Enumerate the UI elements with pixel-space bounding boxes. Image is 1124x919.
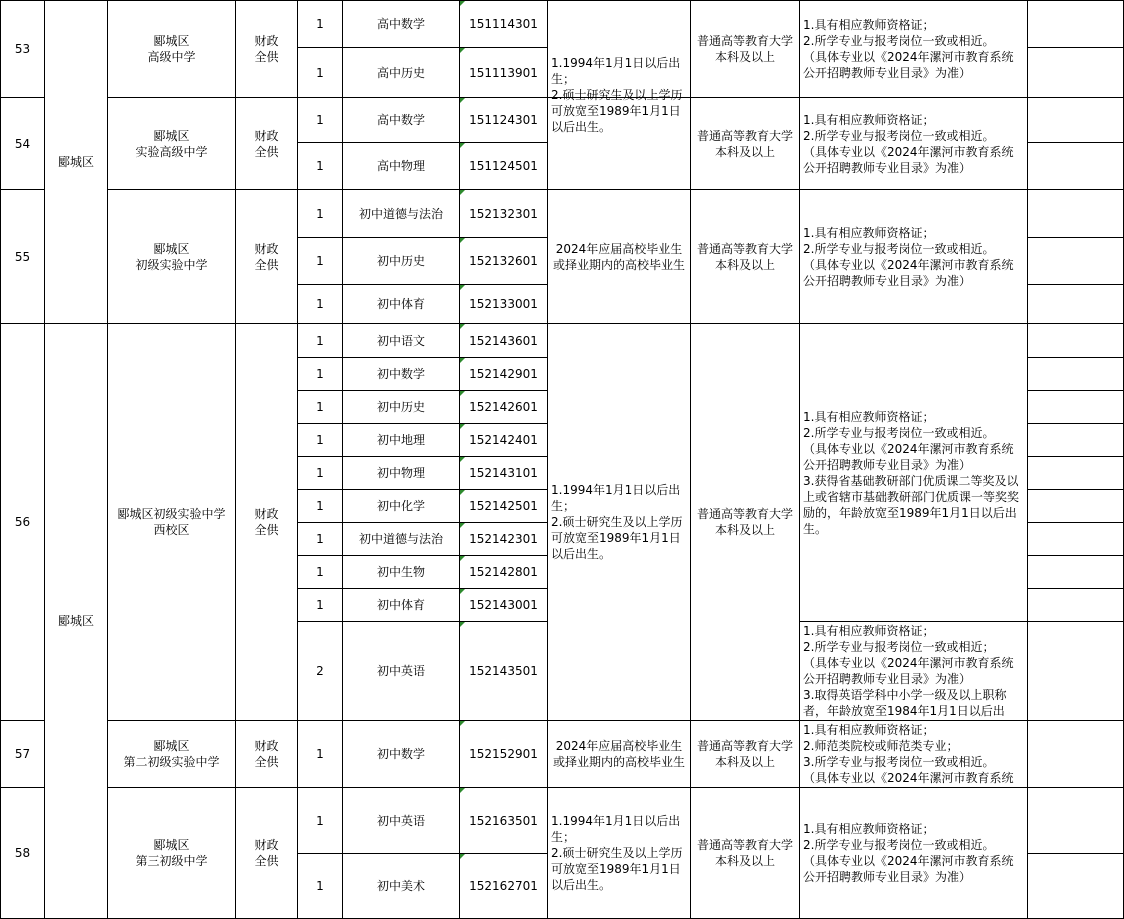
headcount-cell: 1: [316, 297, 324, 311]
grid-line: [1027, 0, 1028, 919]
school-cell: 郾城区 高级中学: [147, 34, 196, 64]
cell-marker-icon: [460, 238, 465, 243]
subject-cell: 初中道德与法治: [358, 532, 443, 546]
post-code-cell: 152142401: [469, 433, 538, 447]
school-cell: 郾城区 实验高级中学: [135, 128, 208, 159]
cell-marker-icon: [460, 457, 465, 462]
headcount-cell: 1: [316, 400, 324, 414]
grid-line: [1027, 189, 1124, 190]
post-code-cell: 152162701: [469, 879, 538, 893]
grid-line: [1027, 284, 1124, 285]
post-code-cell: 152132301: [469, 206, 538, 221]
age-requirement-cell: 1.1994年1月1日以后出生； 2.硕士研究生及以上学历可放宽至1989年1月1日以后出生。: [551, 814, 683, 892]
headcount-cell: 1: [316, 879, 324, 893]
conditions-cell: 1.具有相应教师资格证； 2.所学专业与报考岗位一致或相近。 （具体专业以《2024年漯河市教育系统公开招聘教师专业目录》为准）: [803, 822, 1014, 884]
seq-cell: 55: [14, 249, 31, 264]
grid-line: [1027, 555, 1124, 556]
subject-cell: 初中物理: [376, 466, 425, 480]
cell-marker-icon: [460, 523, 465, 528]
cell-marker-icon: [460, 721, 465, 726]
grid-line: [1027, 456, 1124, 457]
post-code-cell: 152152901: [469, 747, 538, 761]
district-cell: 郾城区: [57, 614, 94, 628]
post-code-cell: 152133001: [469, 297, 538, 311]
funding-cell: 财政 全供: [254, 739, 279, 769]
cell-marker-icon: [460, 622, 465, 627]
headcount-cell: 1: [316, 747, 324, 761]
seq-cell: 58: [14, 846, 31, 860]
seq-cell: 57: [14, 747, 31, 761]
post-code-cell: 152142601: [469, 400, 538, 414]
subject-cell: 初中数学: [376, 367, 425, 381]
conditions-cell: 1.具有相应教师资格证； 2.所学专业与报考岗位一致或相近。 （具体专业以《2024年漯河市教育系统公开招聘教师专业目录》为准） 3.获得省基础教研部门优质课二等奖及以上或省辖市基础教研部门优质课一等奖奖励的，年龄放宽至1989年1月1日以后出生。: [803, 409, 1020, 536]
conditions-cell: 1.具有相应教师资格证； 2.所学专业与报考岗位一致或相近； （具体专业以《2024年漯河市教育系统公开招聘教师专业目录》为准） 3.取得英语学科中小学一级及以上职称者，年龄放宽至1984年1月1日以后出: [803, 624, 1014, 718]
headcount-cell: 1: [316, 813, 324, 828]
grid-line: [1027, 47, 1124, 48]
headcount-cell: 1: [316, 499, 324, 513]
subject-cell: 初中地理: [376, 433, 425, 447]
headcount-cell: 1: [316, 333, 324, 348]
education-cell: 普通高等教育大学本科及以上: [696, 241, 793, 272]
headcount-cell: 1: [316, 367, 324, 381]
grid-line: [1027, 588, 1124, 589]
education-cell: 普通高等教育大学本科及以上: [696, 838, 793, 868]
school-cell: 郾城区 初级实验中学: [135, 241, 208, 272]
education-cell: 普通高等教育大学本科及以上: [696, 128, 793, 159]
cell-marker-icon: [460, 854, 465, 859]
post-code-cell: 152142801: [469, 565, 538, 579]
cell-marker-icon: [460, 358, 465, 363]
school-cell: 郾城区 第二初级实验中学: [123, 739, 220, 769]
funding-cell: 财政 全供: [254, 34, 279, 64]
headcount-cell: 1: [316, 17, 324, 31]
seq-cell: 54: [14, 136, 31, 151]
grid-line: [1027, 323, 1124, 324]
subject-cell: 初中英语: [376, 813, 425, 828]
school-cell: 郾城区初级实验中学 西校区: [117, 507, 226, 537]
headcount-cell: 1: [316, 113, 324, 127]
headcount-cell: 1: [316, 159, 324, 173]
grid-line: [1027, 237, 1124, 238]
post-code-cell: 152143001: [469, 598, 538, 612]
grid-line: [1027, 390, 1124, 391]
headcount-cell: 1: [316, 254, 324, 268]
age-requirement-cell: 1.1994年1月1日以后出生； 2.硕士研究生及以上学历可放宽至1989年1月1日以后出生。: [551, 56, 683, 134]
post-code-cell: 152143101: [469, 466, 538, 480]
conditions-cell: 1.具有相应教师资格证； 2.师范类院校或师范类专业； 3.所学专业与报考岗位一致或相近。 （具体专业以《2024年漯河市教育系统: [803, 723, 1014, 785]
grid-line: [1027, 97, 1124, 98]
post-code-cell: 152163501: [469, 813, 538, 828]
grid-line: [1027, 357, 1124, 358]
cell-marker-icon: [460, 556, 465, 561]
headcount-cell: 1: [316, 565, 324, 579]
subject-cell: 初中英语: [376, 664, 425, 678]
cell-marker-icon: [460, 324, 465, 329]
conditions-cell: 1.具有相应教师资格证； 2.所学专业与报考岗位一致或相近。 （具体专业以《2024年漯河市教育系统公开招聘教师专业目录》为准）: [803, 225, 1014, 288]
age-requirement-cell: 1.1994年1月1日以后出生； 2.硕士研究生及以上学历可放宽至1989年1月1日以后出生。: [551, 483, 683, 561]
conditions-cell: 1.具有相应教师资格证； 2.所学专业与报考岗位一致或相近。 （具体专业以《2024年漯河市教育系统公开招聘教师专业目录》为准）: [803, 112, 1014, 175]
post-code-cell: 152143501: [469, 664, 538, 678]
headcount-cell: 1: [316, 433, 324, 447]
headcount-cell: 1: [316, 532, 324, 546]
post-code-cell: 152142301: [469, 532, 538, 546]
subject-cell: 高中物理: [376, 159, 425, 173]
cell-marker-icon: [460, 788, 465, 793]
funding-cell: 财政 全供: [254, 241, 279, 272]
grid-line: [1027, 853, 1124, 854]
subject-cell: 初中化学: [376, 499, 425, 513]
subject-cell: 初中语文: [376, 333, 425, 348]
grid-line: [1027, 787, 1124, 788]
funding-cell: 财政 全供: [254, 128, 279, 159]
cell-marker-icon: [460, 190, 465, 195]
seq-cell: 53: [14, 42, 31, 56]
district-cell: 郾城区: [57, 155, 94, 169]
subject-cell: 高中数学: [376, 113, 425, 127]
education-cell: 普通高等教育大学本科及以上: [696, 739, 793, 769]
headcount-cell: 1: [316, 466, 324, 480]
headcount-cell: 1: [316, 598, 324, 612]
subject-cell: 初中道德与法治: [358, 206, 443, 221]
cell-marker-icon: [460, 490, 465, 495]
age-requirement-cell: 2024年应届高校毕业生或择业期内的高校毕业生: [552, 241, 685, 272]
grid-line: [1027, 720, 1124, 721]
funding-cell: 财政 全供: [254, 838, 279, 868]
post-code-cell: 152143601: [469, 333, 538, 348]
subject-cell: 初中体育: [376, 598, 425, 612]
headcount-cell: 1: [316, 206, 324, 221]
school-cell: 郾城区 第三初级中学: [135, 838, 208, 868]
cell-marker-icon: [460, 1, 465, 6]
headcount-cell: 2: [316, 664, 324, 678]
funding-cell: 财政 全供: [254, 507, 279, 537]
grid-line: [1027, 489, 1124, 490]
subject-cell: 初中历史: [376, 400, 425, 414]
headcount-cell: 1: [316, 65, 324, 80]
conditions-cell: 1.具有相应教师资格证； 2.所学专业与报考岗位一致或相近。 （具体专业以《2024年漯河市教育系统公开招聘教师专业目录》为准）: [803, 18, 1014, 80]
grid-line: [1027, 522, 1124, 523]
subject-cell: 初中生物: [376, 565, 425, 579]
education-cell: 普通高等教育大学本科及以上: [696, 34, 793, 64]
subject-cell: 初中历史: [376, 254, 425, 268]
subject-cell: 初中美术: [376, 879, 425, 893]
post-code-cell: 151114301: [469, 17, 538, 31]
grid-line: [1027, 621, 1124, 622]
cell-marker-icon: [460, 143, 465, 148]
post-code-cell: 152142501: [469, 499, 538, 513]
cell-marker-icon: [460, 391, 465, 396]
grid-line: [1027, 423, 1124, 424]
age-requirement-cell: 2024年应届高校毕业生或择业期内的高校毕业生: [552, 739, 685, 769]
grid-line: [1027, 142, 1124, 143]
subject-cell: 初中体育: [376, 297, 425, 311]
cell-marker-icon: [460, 589, 465, 594]
cell-marker-icon: [460, 424, 465, 429]
post-code-cell: 151113901: [469, 65, 538, 80]
subject-cell: 高中历史: [376, 65, 425, 80]
post-code-cell: 152142901: [469, 367, 538, 381]
post-code-cell: 151124301: [469, 113, 538, 127]
seq-cell: 56: [14, 515, 31, 529]
post-code-cell: 151124501: [469, 159, 538, 173]
subject-cell: 高中数学: [376, 17, 425, 31]
education-cell: 普通高等教育大学本科及以上: [696, 507, 793, 537]
cell-marker-icon: [460, 48, 465, 53]
cell-marker-icon: [460, 98, 465, 103]
cell-marker-icon: [460, 285, 465, 290]
subject-cell: 初中数学: [376, 747, 425, 761]
post-code-cell: 152132601: [469, 254, 538, 268]
